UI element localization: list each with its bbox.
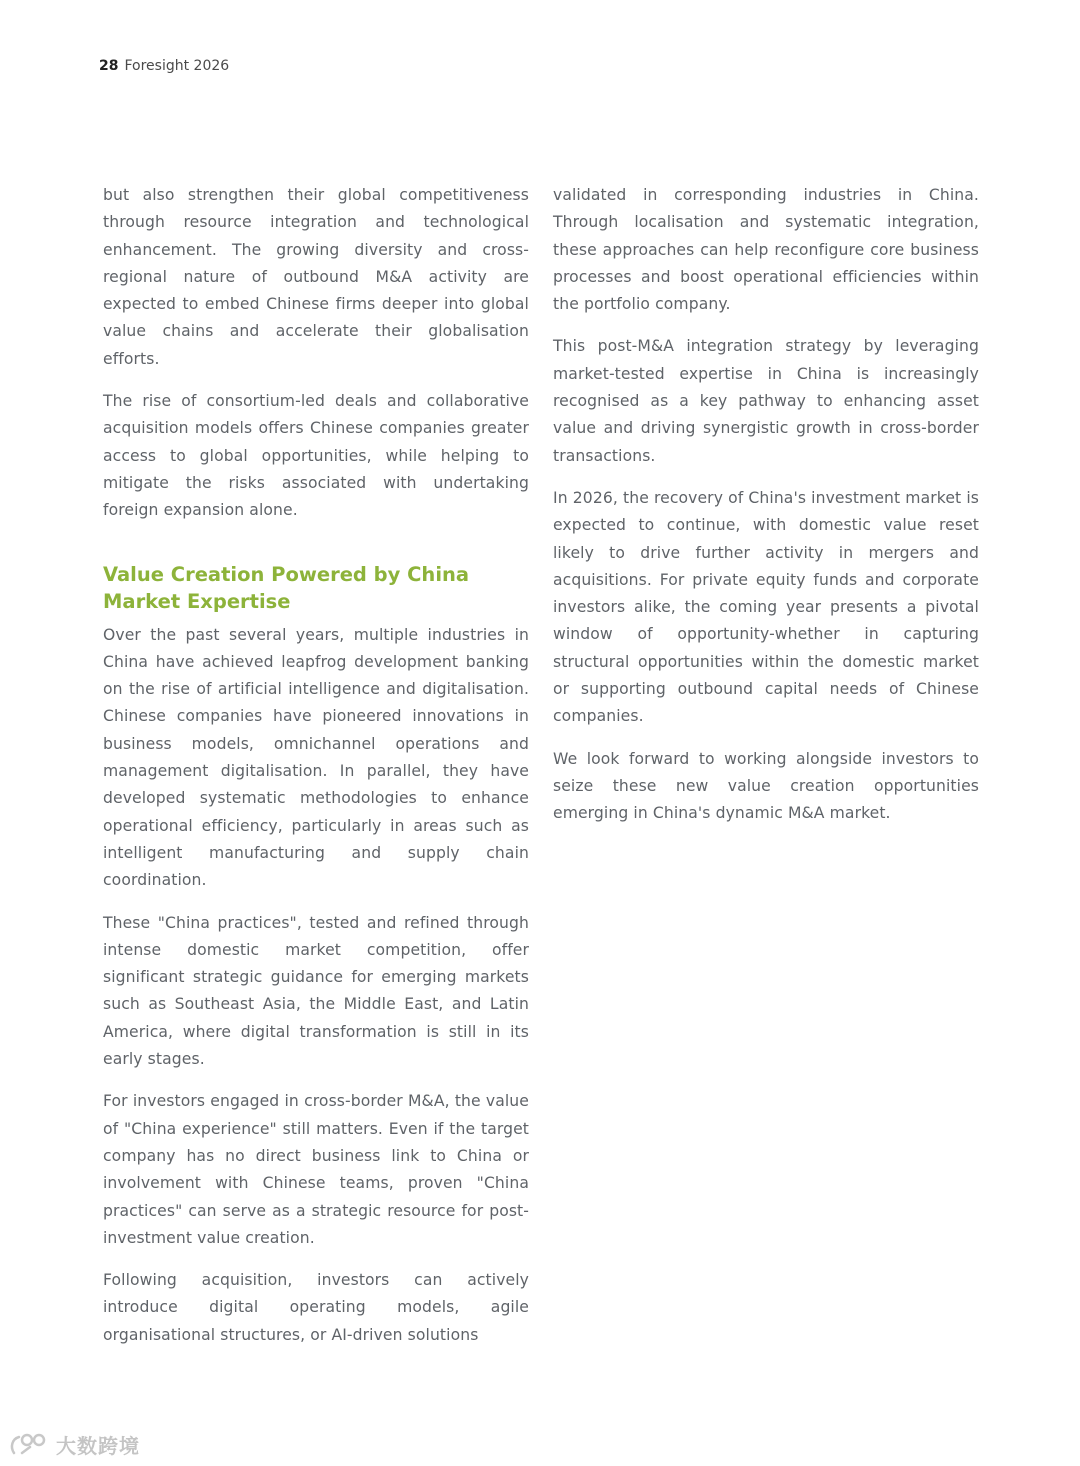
publication-title: Foresight 2026 xyxy=(124,58,230,74)
watermark-text: 大数跨境 xyxy=(56,1434,140,1458)
right-paragraph-1: validated in corresponding industries in China. Through localisation and systematic integration, these approaches can help reconfigure core business processes and boost operational efficiencies within the portfolio company. xyxy=(553,186,979,314)
right-paragraph-4: We look forward to working alongside investors to seize these new value creation opportunities emerging in China's dynamic M&A market. xyxy=(553,749,979,823)
watermark-logo-icon xyxy=(8,1431,50,1459)
left-paragraph-1: but also strengthen their global competitiveness through resource integration and technological enhancement. The growing diversity and cross-regional nature of outbound M&A activity are expected to embed Chinese firms deeper into global value chains and accelerate their globalisation efforts. xyxy=(103,186,529,368)
section-heading: Value Creation Powered by China Market Expertise xyxy=(103,562,470,614)
page-number: 28 xyxy=(99,58,119,74)
watermark xyxy=(8,1430,140,1459)
right-paragraph-2: This post-M&A integration strategy by leveraging market-tested expertise in China is increasingly recognised as a key pathway to enhancing asset value and driving synergistic growth in cross-border transactions. xyxy=(553,337,979,465)
left-paragraph-2: The rise of consortium-led deals and collaborative acquisition models offers Chinese companies greater access to global opportunities, while helping to mitigate the risks associated with undertaking foreign expansion alone. xyxy=(103,392,529,520)
left-paragraph-6: Following acquisition, investors can actively introduce digital operating models, agile organisational structures, or AI-driven solutions xyxy=(103,1271,529,1344)
page-header xyxy=(99,58,229,74)
left-paragraph-3: Over the past several years, multiple industries in China have achieved leapfrog development banking on the rise of artificial intelligence and digitalisation. Chinese companies have pioneered innovations in business models, omnichannel operations and management digitalisation. In parallel, they have developed systematic methodologies to enhance operational efficiency, particularly in areas such as intelligent manufacturing and supply chain coordination. xyxy=(103,625,529,890)
left-column xyxy=(103,182,529,1364)
left-paragraph-5: For investors engaged in cross-border M&A, the value of "China experience" still matters. Even if the target company has no direct business link to China or involvement with Chinese teams, proven "China practices" can serve as a strategic resource for post-investment value creation. xyxy=(103,1092,529,1247)
right-paragraph-3: In 2026, the recovery of China's investment market is expected to continue, with domestic value reset likely to drive further activity in mergers and acquisitions. For private equity funds and corporate investors alike, the coming year presents a pivotal window of opportunity-whether in capturing structural opportunities within the domestic market or supporting outbound capital needs of Chinese companies. xyxy=(553,488,979,726)
right-column xyxy=(553,182,979,843)
left-paragraph-4: These "China practices", tested and refined through intense domestic market competition, offer significant strategic guidance for emerging markets such as Southeast Asia, the Middle East, and Latin America, where digital transformation is still in its early stages. xyxy=(103,913,529,1069)
